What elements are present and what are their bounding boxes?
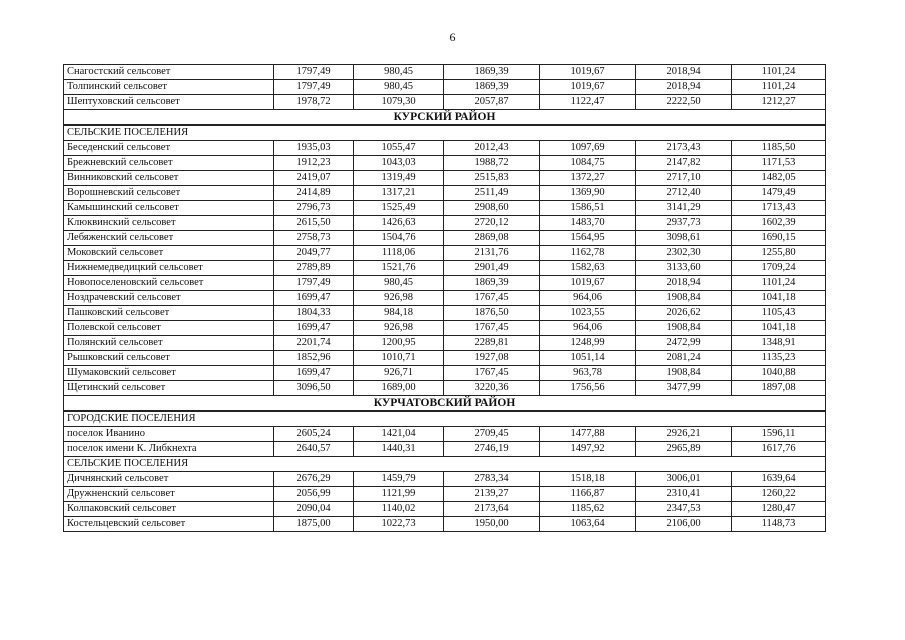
table-row [64,201,826,216]
value-cell: 2908,60 [444,201,540,216]
section-header-row [64,125,826,141]
table-row [64,65,826,80]
value-cell: 1041,18 [732,321,826,336]
value-cell: 1118,06 [354,246,444,261]
table-row [64,321,826,336]
value-cell: 1767,45 [444,366,540,381]
table-row [64,442,826,457]
value-cell: 2709,45 [444,427,540,442]
value-cell: 1804,33 [274,306,354,321]
settlement-name-cell: Брежневский сельсовет [64,156,274,171]
value-cell: 1483,70 [540,216,636,231]
table-row [64,276,826,291]
table-row [64,502,826,517]
value-cell: 2515,83 [444,171,540,186]
value-cell: 2783,34 [444,472,540,487]
value-cell: 1122,47 [540,95,636,110]
page-number: 6 [449,30,456,44]
value-cell: 1797,49 [274,276,354,291]
value-cell: 926,71 [354,366,444,381]
value-cell: 1699,47 [274,321,354,336]
value-cell: 1586,51 [540,201,636,216]
table-row [64,141,826,156]
table-row [64,381,826,396]
value-cell: 2018,94 [636,80,732,95]
value-cell: 1564,95 [540,231,636,246]
value-cell: 1869,39 [444,65,540,80]
value-cell: 1935,03 [274,141,354,156]
value-cell: 1010,71 [354,351,444,366]
value-cell: 1521,76 [354,261,444,276]
tariff-table [63,64,826,532]
value-cell: 2173,43 [636,141,732,156]
value-cell: 3006,01 [636,472,732,487]
value-cell: 1876,50 [444,306,540,321]
table-row [64,351,826,366]
value-cell: 3141,29 [636,201,732,216]
value-cell: 963,78 [540,366,636,381]
value-cell: 2173,64 [444,502,540,517]
value-cell: 1101,24 [732,65,826,80]
value-cell: 1372,27 [540,171,636,186]
value-cell: 1171,53 [732,156,826,171]
value-cell: 3220,36 [444,381,540,396]
value-cell: 1055,47 [354,141,444,156]
settlement-name-cell: Ворошневский сельсовет [64,186,274,201]
value-cell: 980,45 [354,65,444,80]
value-cell: 2965,89 [636,442,732,457]
value-cell: 1280,47 [732,502,826,517]
value-cell: 1978,72 [274,95,354,110]
value-cell: 1709,24 [732,261,826,276]
settlement-name-cell: Камышинский сельсовет [64,201,274,216]
value-cell: 2056,99 [274,487,354,502]
value-cell: 2676,29 [274,472,354,487]
table-row [64,336,826,351]
table-row [64,171,826,186]
value-cell: 1482,05 [732,171,826,186]
value-cell: 2018,94 [636,276,732,291]
table-row [64,472,826,487]
value-cell: 1369,90 [540,186,636,201]
value-cell: 964,06 [540,291,636,306]
value-cell: 1639,64 [732,472,826,487]
value-cell: 1927,08 [444,351,540,366]
value-cell: 1459,79 [354,472,444,487]
settlement-name-cell: Новопоселеновский сельсовет [64,276,274,291]
table-row [64,186,826,201]
value-cell: 2026,62 [636,306,732,321]
settlement-name-cell: Клюквинский сельсовет [64,216,274,231]
value-cell: 2472,99 [636,336,732,351]
table-row [64,306,826,321]
value-cell: 1908,84 [636,321,732,336]
settlement-name-cell: Костельцевский сельсовет [64,517,274,532]
value-cell: 2201,74 [274,336,354,351]
value-cell: 2796,73 [274,201,354,216]
settlement-name-cell: Полянский сельсовет [64,336,274,351]
value-cell: 926,98 [354,321,444,336]
section-title: СЕЛЬСКИЕ ПОСЕЛЕНИЯ [64,457,826,472]
value-cell: 1525,49 [354,201,444,216]
settlement-name-cell: поселок Иванино [64,427,274,442]
value-cell: 1051,14 [540,351,636,366]
table-row [64,487,826,502]
settlement-name-cell: Дружненский сельсовет [64,487,274,502]
value-cell: 1713,43 [732,201,826,216]
value-cell: 1023,55 [540,306,636,321]
region-header-row [64,396,826,412]
settlement-name-cell: поселок имени К. Либкнехта [64,442,274,457]
value-cell: 926,98 [354,291,444,306]
table-row [64,95,826,110]
value-cell: 2937,73 [636,216,732,231]
value-cell: 3477,99 [636,381,732,396]
value-cell: 964,06 [540,321,636,336]
value-cell: 1255,80 [732,246,826,261]
table-row [64,517,826,532]
value-cell: 3096,50 [274,381,354,396]
settlement-name-cell: Ноздрачевский сельсовет [64,291,274,306]
settlement-name-cell: Толпинский сельсовет [64,80,274,95]
value-cell: 1504,76 [354,231,444,246]
settlement-name-cell: Полевской сельсовет [64,321,274,336]
value-cell: 1063,64 [540,517,636,532]
table-row [64,246,826,261]
value-cell: 2347,53 [636,502,732,517]
settlement-name-cell: Беседенский сельсовет [64,141,274,156]
value-cell: 2414,89 [274,186,354,201]
settlement-name-cell: Моковский сельсовет [64,246,274,261]
value-cell: 2139,27 [444,487,540,502]
value-cell: 1019,67 [540,65,636,80]
value-cell: 1950,00 [444,517,540,532]
value-cell: 1869,39 [444,276,540,291]
settlement-name-cell: Лебяженский сельсовет [64,231,274,246]
value-cell: 984,18 [354,306,444,321]
value-cell: 1767,45 [444,291,540,306]
value-cell: 1185,62 [540,502,636,517]
value-cell: 1797,49 [274,65,354,80]
value-cell: 2310,41 [636,487,732,502]
settlement-name-cell: Щетинский сельсовет [64,381,274,396]
value-cell: 2131,76 [444,246,540,261]
value-cell: 2147,82 [636,156,732,171]
region-header-row [64,110,826,126]
value-cell: 2712,40 [636,186,732,201]
value-cell: 1317,21 [354,186,444,201]
value-cell: 2926,21 [636,427,732,442]
value-cell: 1079,30 [354,95,444,110]
value-cell: 1101,24 [732,276,826,291]
value-cell: 1135,23 [732,351,826,366]
value-cell: 1699,47 [274,291,354,306]
table-row [64,231,826,246]
value-cell: 1200,95 [354,336,444,351]
value-cell: 2289,81 [444,336,540,351]
value-cell: 2222,50 [636,95,732,110]
region-title: КУРЧАТОВСКИЙ РАЙОН [64,396,826,412]
value-cell: 2057,87 [444,95,540,110]
value-cell: 1084,75 [540,156,636,171]
value-cell: 1043,03 [354,156,444,171]
table-row [64,216,826,231]
value-cell: 2615,50 [274,216,354,231]
value-cell: 2717,10 [636,171,732,186]
value-cell: 980,45 [354,80,444,95]
value-cell: 1897,08 [732,381,826,396]
value-cell: 980,45 [354,276,444,291]
table-row [64,156,826,171]
value-cell: 1041,18 [732,291,826,306]
value-cell: 2081,24 [636,351,732,366]
value-cell: 2090,04 [274,502,354,517]
value-cell: 1767,45 [444,321,540,336]
value-cell: 1852,96 [274,351,354,366]
value-cell: 1617,76 [732,442,826,457]
value-cell: 1602,39 [732,216,826,231]
value-cell: 1140,02 [354,502,444,517]
settlement-name-cell: Нижнемедведицкий сельсовет [64,261,274,276]
value-cell: 1988,72 [444,156,540,171]
value-cell: 1019,67 [540,80,636,95]
settlement-name-cell: Дичнянский сельсовет [64,472,274,487]
value-cell: 1479,49 [732,186,826,201]
value-cell: 1097,69 [540,141,636,156]
settlement-name-cell: Колпаковский сельсовет [64,502,274,517]
section-title: СЕЛЬСКИЕ ПОСЕЛЕНИЯ [64,125,826,141]
table-row [64,366,826,381]
settlement-name-cell: Рышковский сельсовет [64,351,274,366]
value-cell: 1908,84 [636,291,732,306]
value-cell: 1690,15 [732,231,826,246]
value-cell: 1105,43 [732,306,826,321]
table-row [64,291,826,306]
value-cell: 1421,04 [354,427,444,442]
value-cell: 2302,30 [636,246,732,261]
value-cell: 1797,49 [274,80,354,95]
value-cell: 2901,49 [444,261,540,276]
value-cell: 1019,67 [540,276,636,291]
value-cell: 1426,63 [354,216,444,231]
value-cell: 2106,00 [636,517,732,532]
value-cell: 1699,47 [274,366,354,381]
section-header-row [64,457,826,472]
section-title: ГОРОДСКИЕ ПОСЕЛЕНИЯ [64,411,826,427]
value-cell: 3133,60 [636,261,732,276]
value-cell: 1319,49 [354,171,444,186]
value-cell: 1260,22 [732,487,826,502]
region-title: КУРСКИЙ РАЙОН [64,110,826,126]
value-cell: 1162,78 [540,246,636,261]
section-header-row [64,411,826,427]
value-cell: 1248,99 [540,336,636,351]
settlement-name-cell: Винниковский сельсовет [64,171,274,186]
value-cell: 2746,19 [444,442,540,457]
value-cell: 1477,88 [540,427,636,442]
settlement-name-cell: Снагостский сельсовет [64,65,274,80]
value-cell: 1689,00 [354,381,444,396]
value-cell: 2758,73 [274,231,354,246]
value-cell: 1101,24 [732,80,826,95]
value-cell: 1875,00 [274,517,354,532]
value-cell: 1596,11 [732,427,826,442]
value-cell: 1869,39 [444,80,540,95]
settlement-name-cell: Шумаковский сельсовет [64,366,274,381]
value-cell: 3098,61 [636,231,732,246]
value-cell: 1756,56 [540,381,636,396]
value-cell: 2018,94 [636,65,732,80]
value-cell: 1497,92 [540,442,636,457]
table-row [64,80,826,95]
table-row [64,427,826,442]
value-cell: 2720,12 [444,216,540,231]
value-cell: 1518,18 [540,472,636,487]
value-cell: 1166,87 [540,487,636,502]
value-cell: 1040,88 [732,366,826,381]
value-cell: 2605,24 [274,427,354,442]
value-cell: 1121,99 [354,487,444,502]
value-cell: 2869,08 [444,231,540,246]
value-cell: 2419,07 [274,171,354,186]
value-cell: 1440,31 [354,442,444,457]
settlement-name-cell: Шептуховский сельсовет [64,95,274,110]
table-row [64,261,826,276]
value-cell: 1582,63 [540,261,636,276]
value-cell: 2511,49 [444,186,540,201]
value-cell: 1908,84 [636,366,732,381]
value-cell: 1212,27 [732,95,826,110]
value-cell: 1185,50 [732,141,826,156]
value-cell: 1148,73 [732,517,826,532]
value-cell: 2049,77 [274,246,354,261]
value-cell: 1912,23 [274,156,354,171]
value-cell: 2789,89 [274,261,354,276]
value-cell: 2640,57 [274,442,354,457]
value-cell: 1022,73 [354,517,444,532]
settlement-name-cell: Пашковский сельсовет [64,306,274,321]
value-cell: 1348,91 [732,336,826,351]
value-cell: 2012,43 [444,141,540,156]
